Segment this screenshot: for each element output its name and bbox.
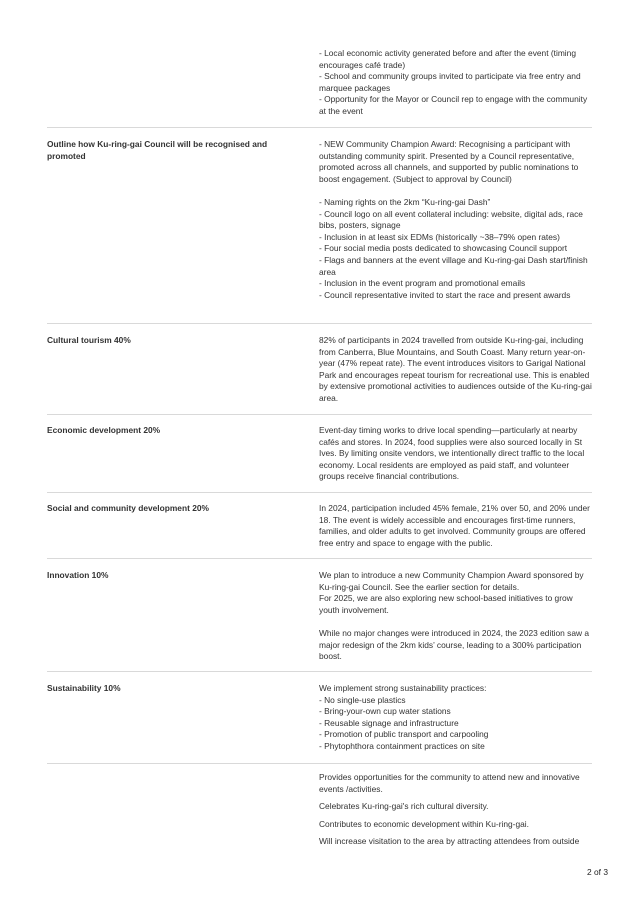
recognition-item: - Inclusion in the event program and promotional emails: [319, 278, 526, 289]
row-divider: [47, 323, 592, 324]
top-continuation-content: [319, 48, 592, 118]
recognition-award-text: - NEW Community Champion Award: Recognising a participant with outstanding community spirit. Presented by a Council representative, promoted across all channels, and supported by public nominations to boost engagement. (Subject to approval by Council): [319, 139, 579, 184]
cultural-tourism-text: 82% of participants in 2024 travelled from outside Ku-ring-gai, including from Canberra, Blue Mountains, and South Coast. Many return year-on-year (47% repeat rate). The event introduces visitors to Garigal National Park and encourages repeat tourism for recreational use. This is enabled by extensive promotional activities to audiences outside of the Ku-ring-gai area.: [319, 335, 592, 403]
innovation-text: We plan to introduce a new Community Champion Award sponsored by Ku-ring-gai Council. See the earlier section for details.: [319, 570, 584, 592]
final-text: Celebrates Ku-ring-gai's rich cultural diversity.: [319, 801, 489, 812]
final-text: Provides opportunities for the community to attend new and innovative events /activities.: [319, 772, 580, 794]
row-divider: [47, 671, 592, 672]
page-number: 2 of 3: [587, 867, 608, 877]
innovation-text: For 2025, we are also exploring new school-based initiatives to grow youth involvement.: [319, 593, 573, 615]
sustainability-item: - Bring-your-own cup water stations: [319, 706, 451, 717]
final-content: [319, 772, 592, 848]
cultural-tourism-label: Cultural tourism 40%: [47, 335, 131, 345]
sustainability-content: [319, 683, 592, 753]
final-text: Contributes to economic development within Ku-ring-gai.: [319, 818, 529, 829]
cultural-tourism-content: [319, 335, 592, 405]
economic-text: Event-day timing works to drive local spending—particularly at nearby cafés and stores. In 2024, food supplies were also sourced locally in St Ives. By limiting onsite vendors, we intentionally direct traffic to the local economy. Local residents are employed as paid staff, and volunteer groups receive financial contributions.: [319, 425, 585, 482]
recognition-item: - Inclusion in at least six EDMs (historically ~38–79% open rates): [319, 231, 560, 242]
recognition-content: [319, 139, 592, 301]
economic-label: Economic development 20%: [47, 425, 161, 435]
social-label: Social and community development 20%: [47, 503, 209, 513]
recognition-label: Outline how Ku-ring-gai Council will be recognised and promoted: [47, 139, 268, 161]
row-divider: [47, 558, 592, 559]
economic-content: [319, 425, 592, 483]
row-divider: [47, 492, 592, 493]
recognition-item: - Council logo on all event collateral including: website, digital ads, race bibs, posters, signage: [319, 208, 583, 231]
sustainability-item: - No single-use plastics: [319, 694, 406, 705]
innovation-text: While no major changes were introduced in 2024, the 2023 edition saw a major redesign of the 2km kids’ course, leading to a 300% participation boost.: [319, 627, 590, 662]
social-text: In 2024, participation included 45% female, 21% over 50, and 20% under 18. The event is widely accessible and encourages first-time runners, families, and older adults to get involved. Community groups are offered free entry and space to engage with the public.: [319, 503, 590, 548]
innovation-label: Innovation 10%: [47, 570, 109, 580]
sustainability-item: - Promotion of public transport and carpooling: [319, 729, 489, 740]
recognition-item: - Council representative invited to start the race and present awards: [319, 289, 571, 300]
sustainability-label: Sustainability 10%: [47, 683, 121, 693]
top-bullet: - Local economic activity generated before and after the event (timing encourages café trade): [319, 48, 576, 70]
innovation-content: [319, 570, 592, 663]
row-divider: [47, 414, 592, 415]
top-bullet: - School and community groups invited to participate via free entry and marquee packages: [319, 71, 581, 93]
top-bullet: - Opportunity for the Mayor or Council rep to engage with the community at the event: [319, 94, 588, 116]
recognition-item: - Flags and banners at the event village and Ku-ring-gai Dash start/finish area: [319, 254, 588, 277]
row-divider: [47, 127, 592, 128]
sustainability-item: - Reusable signage and infrastructure: [319, 717, 459, 728]
social-content: [319, 503, 592, 549]
recognition-item: - Naming rights on the 2km “Ku-ring-gai Dash”: [319, 196, 491, 207]
row-divider: [47, 763, 592, 764]
recognition-item: - Four social media posts dedicated to showcasing Council support: [319, 243, 568, 254]
final-text: Will increase visitation to the area by attracting attendees from outside: [319, 836, 580, 847]
sustainability-intro: We implement strong sustainability practices:: [319, 683, 487, 693]
sustainability-item: - Phytophthora containment practices on site: [319, 740, 485, 751]
